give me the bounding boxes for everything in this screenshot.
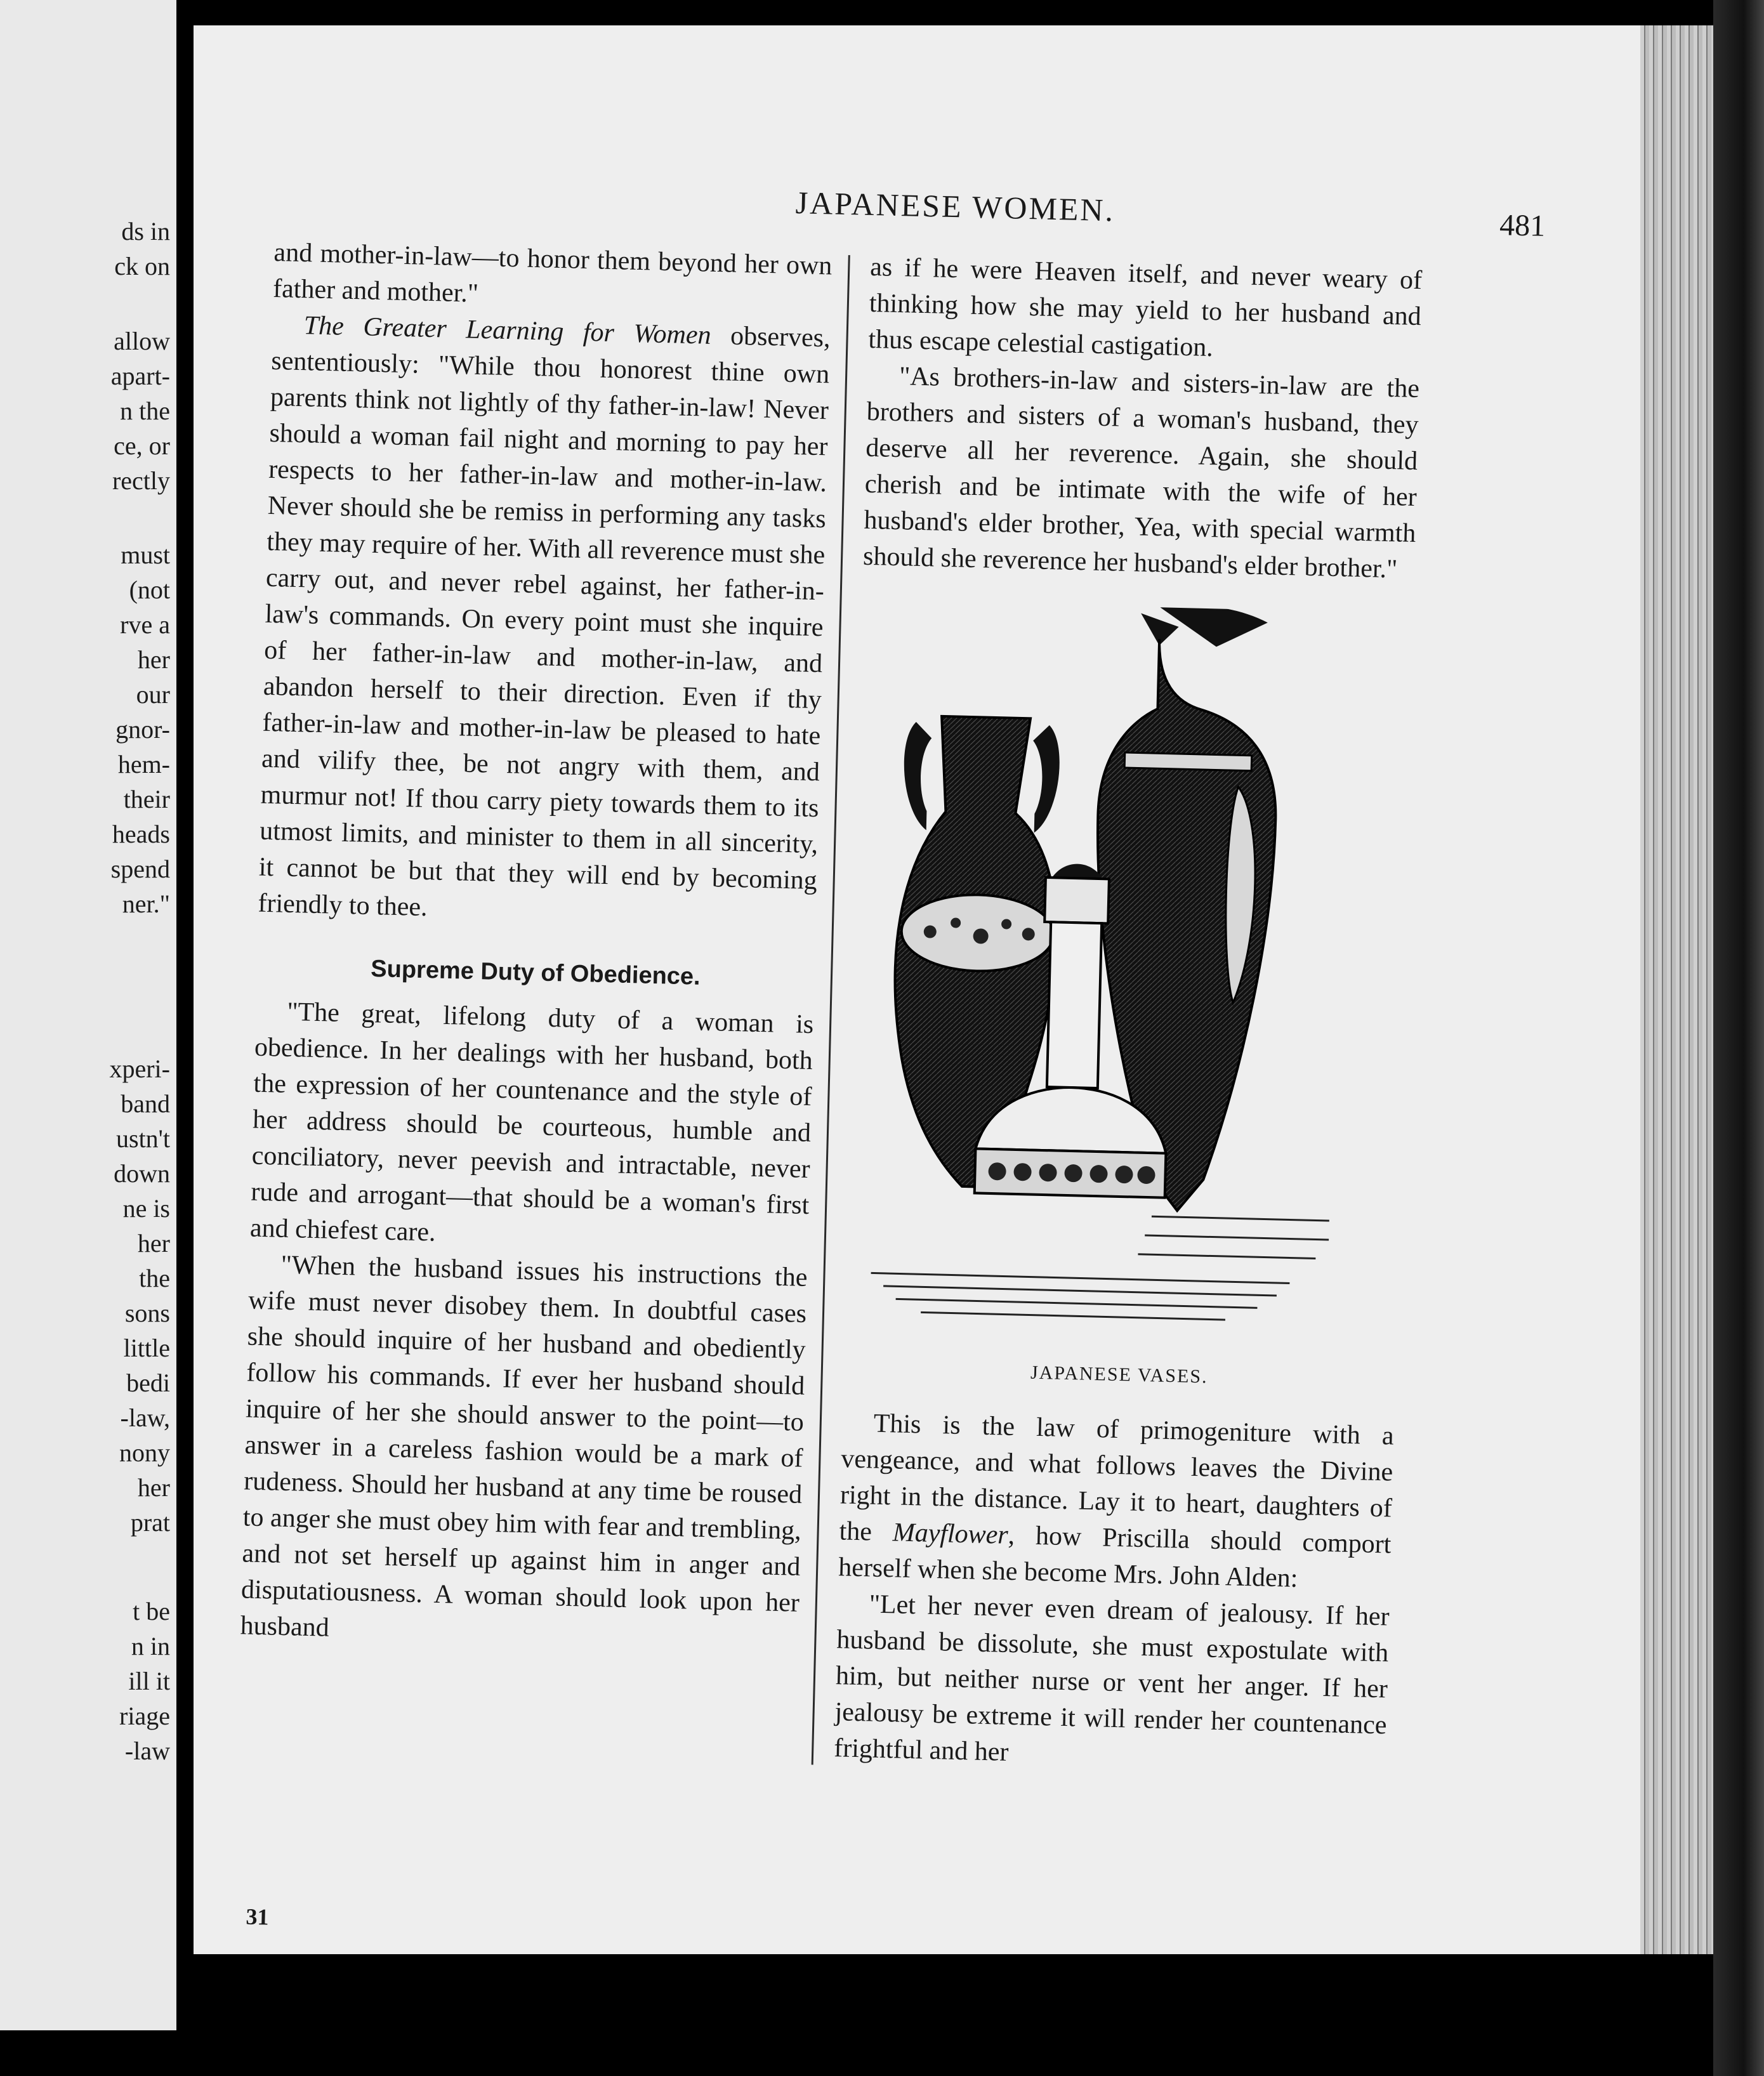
facing-page-line: apart- bbox=[110, 362, 170, 390]
section-heading: Supreme Duty of Obedience. bbox=[370, 956, 701, 990]
facing-page-line: ck on bbox=[114, 252, 170, 280]
facing-page-line: ustn't bbox=[116, 1124, 170, 1153]
page-number: 481 bbox=[1499, 208, 1546, 243]
facing-page-line: ce, or bbox=[114, 431, 170, 460]
facing-page-line: the bbox=[139, 1264, 170, 1292]
paragraph-text: , how Priscilla should comport herself when she become Mrs. John Alden: bbox=[838, 1520, 1392, 1594]
paragraph bbox=[258, 307, 831, 935]
facing-page-line: her bbox=[137, 1229, 170, 1258]
facing-page-line: -law, bbox=[120, 1403, 170, 1432]
facing-page-line: our bbox=[136, 680, 170, 709]
facing-page-line: sons bbox=[124, 1299, 170, 1327]
paragraph: "The great, lifelong duty of a woman is obedience. In her dealings with her husband, both the expression of her countenance and the style of her address should be courteous, humble and conciliatory, never peevish and intractable, never rude and arrogant—that should be a woman's first and chiefest care. bbox=[249, 997, 814, 1247]
vases-illustration bbox=[844, 600, 1414, 1356]
left-column bbox=[240, 235, 833, 1658]
facing-page-line: ner." bbox=[122, 890, 170, 918]
facing-page-line: (not bbox=[129, 575, 170, 604]
facing-page-line: heads bbox=[112, 820, 170, 848]
facing-page-line: their bbox=[123, 785, 170, 813]
facing-page-line: -law bbox=[124, 1737, 170, 1765]
facing-page-line: n in bbox=[131, 1632, 170, 1660]
figure-caption: JAPANESE VASES. bbox=[1030, 1362, 1208, 1388]
facing-page-line: rectly bbox=[112, 466, 170, 495]
book-page bbox=[194, 25, 1640, 1954]
facing-page-line: spend bbox=[110, 855, 170, 883]
facing-page-line: t be bbox=[133, 1597, 170, 1626]
facing-page-line: her bbox=[137, 645, 170, 674]
paragraph bbox=[838, 1405, 1395, 1599]
ship-name: Mayflower bbox=[892, 1518, 1009, 1550]
facing-page-line: allow bbox=[114, 327, 170, 355]
facing-page-line: riage bbox=[119, 1702, 170, 1730]
book-title: The Greater Learning for Women bbox=[303, 311, 712, 350]
facing-page-line: nony bbox=[119, 1438, 170, 1467]
page-edges bbox=[1640, 25, 1713, 1954]
facing-page-line: ds in bbox=[121, 217, 170, 246]
facing-page-line: hem- bbox=[117, 750, 170, 778]
facing-page-line: bedi bbox=[126, 1369, 170, 1397]
facing-page-line: ill it bbox=[128, 1667, 170, 1695]
paragraph: "Let her never even dream of jealousy. If her husband be dissolute, she must expostulate with him, but neither nurse or vent her anger. If her jealousy be extreme it will render her countenance frightful and her bbox=[833, 1589, 1390, 1767]
facing-page-line: little bbox=[123, 1334, 170, 1362]
facing-page-line: ne is bbox=[122, 1194, 170, 1223]
facing-page-line: down bbox=[114, 1159, 170, 1188]
facing-page-line: n the bbox=[120, 397, 170, 425]
page-content bbox=[234, 165, 1545, 1940]
paragraph: "As brothers-in-law and sisters-in-law are the brothers and sisters of a woman's husband, they deserve all her reverence. Again, she should cherish and be intimate with the wife of her husband's elder brother, Yea, with special warmth should she reverence her husband's elder brother." bbox=[862, 362, 1420, 584]
right-column bbox=[834, 249, 1423, 1780]
paragraph: as if he were Heaven itself, and never weary of thinking how she may yield to her husband and thus escape celestial castigation. bbox=[868, 252, 1423, 363]
facing-page-line: must bbox=[121, 541, 170, 569]
facing-page-line: gnor- bbox=[115, 715, 170, 744]
facing-page-fragment bbox=[0, 0, 176, 2030]
running-head: JAPANESE WOMEN. bbox=[795, 185, 1116, 228]
book-binding bbox=[1713, 0, 1764, 2076]
paragraph-text: observes, sententiously: "While thou honorest thine own parents think not lightly of thy father-in-law! Never should a woman fail night and morning to pay her respects to her father-in-law and mother-in-law. Never should she be remiss in performing any tasks they may require of her. With all reverence must she carry out, and never rebel against, her father-in-law's commands. On every point must she inquire of her father-in-law and mother-in-law, and abandon herself to their direction. Even if thy father-in-law and mother-in-law be pleased to hate and vilify thee, be not angry with them, and murmur not! If thou carry piety towards them to its utmost limits, and minister to them in all sincerity, it cannot be but that they will end by becoming friendly to thee. bbox=[257, 320, 831, 923]
vases-engraving bbox=[844, 600, 1414, 1356]
signature-mark: 31 bbox=[246, 1903, 270, 1930]
paragraph: and mother-in-law—to honor them beyond her own father and mother." bbox=[272, 237, 833, 308]
facing-page-line: rve a bbox=[120, 610, 170, 639]
facing-page-line: her bbox=[137, 1473, 170, 1502]
facing-page-line: xperi- bbox=[109, 1054, 170, 1083]
paragraph-text: This is the law of primogeniture with a vengeance, and what follows leaves the Divine right in the distance. Lay it to heart, daughters of the bbox=[839, 1409, 1395, 1547]
paragraph: "When the husband issues his instructions the wife must never disobey them. In doubtful cases she should inquire of her husband and obediently follow his commands. If ever her husband should inquire of her she should answer to the point—to answer in a careless fashion would be a mark of rudeness. Should her husband at any time be roused to anger she must obey him with fear and trembling, and not set herself up against him in anger and disputatiousness. A woman should look upon her husband bbox=[240, 1250, 808, 1643]
facing-page-line: prat bbox=[130, 1508, 170, 1537]
facing-page-line: band bbox=[121, 1089, 170, 1118]
